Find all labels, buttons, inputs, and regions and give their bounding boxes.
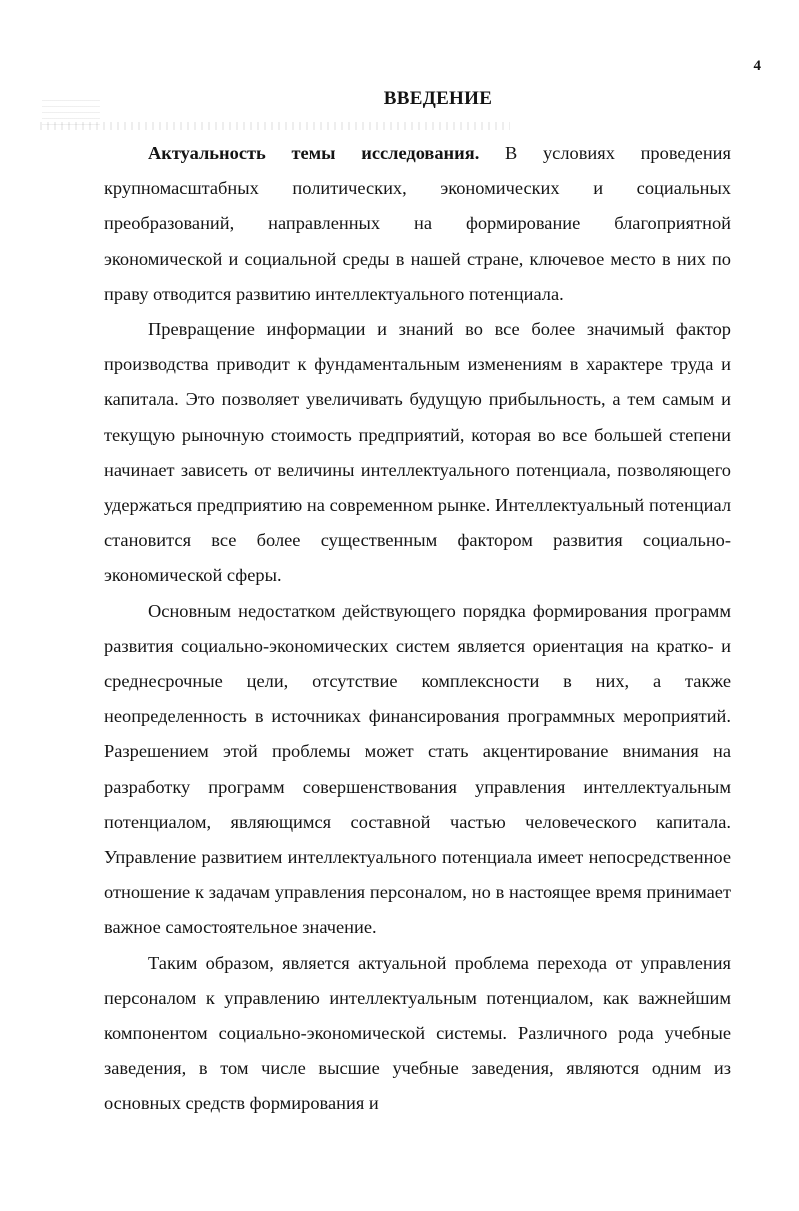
paragraph-information: Превращение информации и знаний во все более значимый фактор производства приводит к фундаментальным изменениям в характере труда и капитала. Это позволяет увеличивать будущую прибыльность, а тем самым и текущую рыночную стоимость предприятий, которая во все большей степени начинает зависеть от величины интеллектуального потенциала, позволяющего удержаться предприятию на современном рынке. Интеллектуальный потенциал становится все более существенным фактором развития социально-экономической сферы.	[104, 319, 731, 586]
scan-artifact-line	[40, 122, 510, 130]
paragraph-drawbacks: Основным недостатком действующего порядка формирования программ развития социально-экономических систем является ориентация на кратко- и среднесрочные цели, отсутствие комплексности в них, а также неопределенность в источниках финансирования программных мероприятий. Разрешением этой проблемы может стать акцентирование внимания на разработку программ совершенствования управления интеллектуальным потенциалом, являющимся составной частью человеческого капитала. Управление развитием интеллектуального потенциала имеет непосредственное отношение к задачам управления персоналом, но в настоящее время принимает важное самостоятельное значение.	[104, 600, 731, 938]
body-text	[104, 136, 731, 1122]
page-number: 4	[753, 58, 761, 74]
paragraph-text: В условиях проведения крупномасштабных политических, экономических и социальных преобразований, направленных на формирование благоприятной экономической и социальной среды в нашей стране, ключевое место в них по праву отводится развитию интеллектуального потенциала.	[104, 143, 731, 304]
paragraph-relevance	[104, 136, 731, 312]
section-heading: ВВЕДЕНИЕ	[383, 88, 493, 109]
paragraph-lead: Актуальность темы исследования.	[148, 143, 480, 163]
paragraph-conclusion: Таким образом, является актуальной проблема перехода от управления персоналом к управлению интеллектуальным потенциалом, как важнейшим компонентом социально-экономической системы. Различного рода учебные заведения, в том числе высшие учебные заведения, являются одним из основных средств формирования и	[104, 952, 731, 1114]
